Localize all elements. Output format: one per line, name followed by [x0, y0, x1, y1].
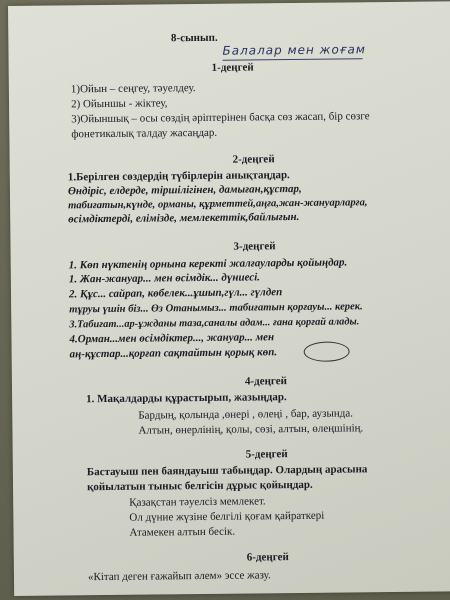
level2-line-1: 1.Берілген сөздердің түбірлерін анықтаңдар.: [67, 169, 290, 184]
level4-line-1: 1. Мақалдарды құрастырып, жазыңдар.: [86, 391, 287, 406]
handwritten-title: Балалар мен жоғам: [222, 42, 366, 58]
level5-line-3: Қазақстан тәуелсіз мемлекет.: [129, 495, 266, 509]
level5-title: 5-деңгей: [245, 448, 288, 461]
level1-line-4: фонетикалық талдау жасаңдар.: [71, 126, 218, 141]
level2-line-3: табиғатын,күнде, орманы, құрметтей,аңға,жан-жануарларға,: [68, 197, 368, 212]
level1-line-2: 2) Ойыншы - жіктеу,: [70, 97, 168, 111]
level1-title: 1-деңгей: [211, 61, 254, 74]
level3-line-2: 1. Жан-жануар... мен өсімдік... дүниесі.: [68, 271, 261, 286]
level3-line-7: аң-құстар...қорғап сақтайтын қорық көп.: [69, 346, 278, 361]
level4-title: 4-деңгей: [244, 375, 288, 388]
level1-line-3: 3)Ойыншық – осы сөздің әріптерінен басқа сөз жасап, бір сөзге: [71, 110, 370, 126]
level3-line-6: 4.Орман...мен өсімдіктер..., жануар... мен: [69, 331, 275, 346]
level3-line-4: тұруы үшін біз... Өз Отанымыз... табиғатын қорғауы... керек.: [69, 301, 363, 316]
level4-line-3: Алтын, өнерлінің, қолы, сөзі, алтын, өлеңшінің.: [138, 422, 364, 437]
level6-line-1: «Кітап деген ғажайып әлем» эссе жазу.: [87, 569, 271, 584]
level6-title: 6-деңгей: [246, 551, 289, 564]
level3-line-1: 1. Көп нүктенің орнына керекті жалғауларды қойыңдар.: [68, 256, 348, 272]
level4-line-2: Бардың, қолында ,өнері , өлеңі , бар, аузында.: [138, 407, 354, 422]
level5-line-2: қойылатын тыныс белгісін дұрыс қойыңдар.: [86, 478, 313, 494]
level2-line-2: Өндіріс, елдерде, тіршілігінен, дамыған,құстар,: [67, 182, 302, 198]
paper-sheet: [8, 1, 450, 596]
level2-line-4: өсімдіктерді, елімізде, мемлекеттік,байлығын.: [68, 210, 300, 226]
level3-line-5: 3.Табиғат...ар-ұжданы таза,саналы адам... ғана қорғай алады.: [69, 316, 360, 331]
level5-line-5: Атамекен алтын бесік.: [129, 525, 236, 539]
level3-line-3: 2. Құс... сайрап, көбелек...ұшып,гүл... гүлдеп: [68, 286, 283, 301]
level3-title: 3-деңгей: [233, 240, 276, 253]
level1-line-1: 1)Ойын – сеңгеу, тәуелдеу.: [70, 82, 196, 96]
pen-circle-mark: [304, 341, 350, 361]
level5-line-1: Бастауыш пен баяндауыш табыңдар. Олардың арасына: [86, 463, 368, 479]
grade-label: 8-сынып.: [170, 31, 218, 45]
level2-title: 2-деңгей: [232, 153, 275, 166]
level5-line-4: Ол дүние жүзіне белгілі қоғам қайраткері: [129, 509, 325, 524]
